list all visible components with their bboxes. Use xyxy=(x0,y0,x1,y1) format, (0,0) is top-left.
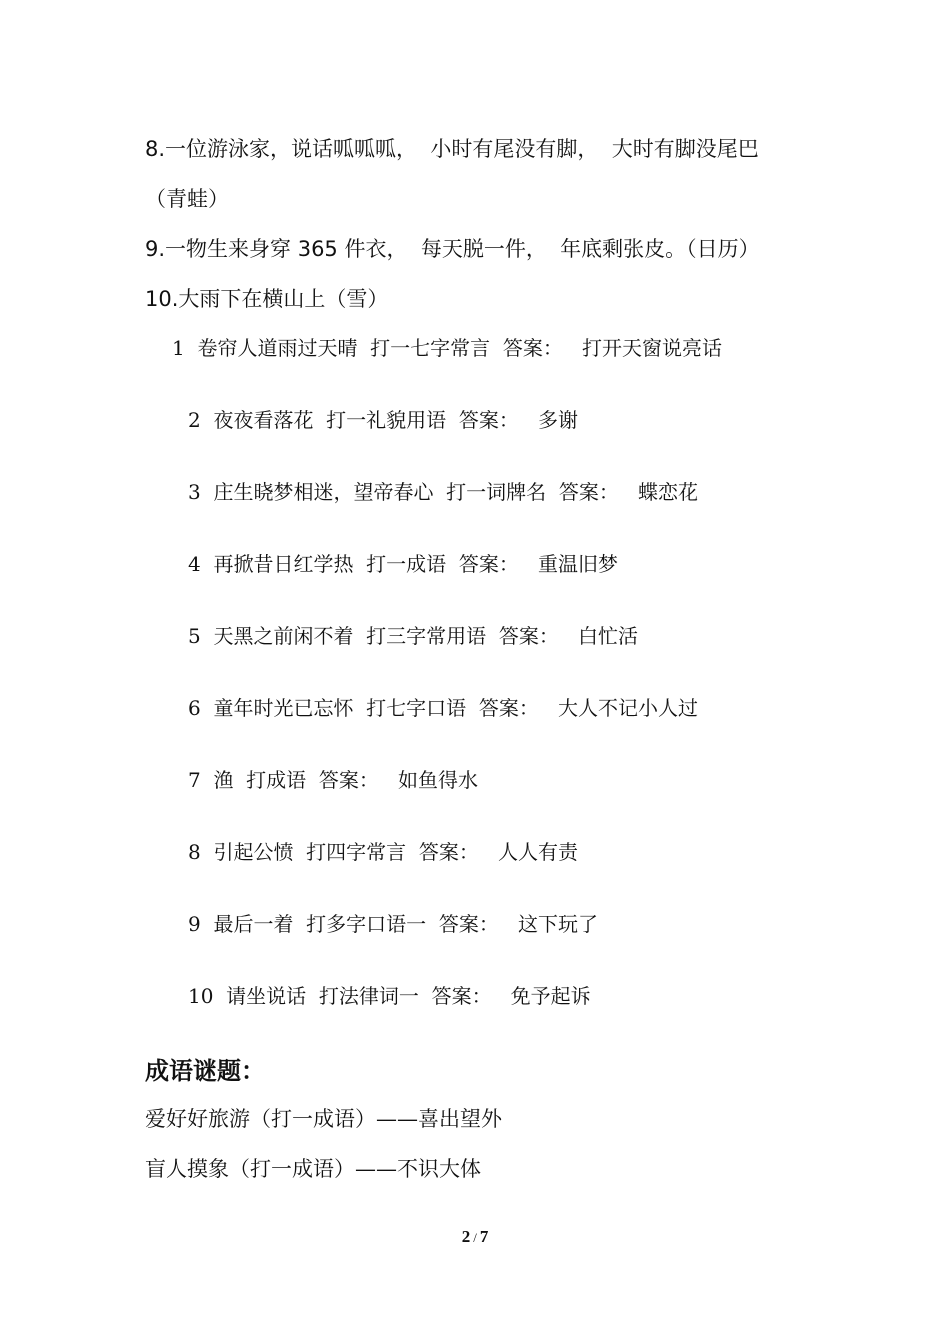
lantern-riddle-8: 8 引起公愤 打四字常言 答案： 人人有责 xyxy=(188,840,578,864)
total-page-count: 7 xyxy=(479,1227,489,1246)
page-number xyxy=(0,1224,950,1251)
lantern-riddle-1: 1 卷帘人道雨过天晴 打一七字常言 答案： 打开天窗说亮话 xyxy=(172,336,722,360)
lantern-riddle-6: 6 童年时光已忘怀 打七字口语 答案： 大人不记小人过 xyxy=(188,696,698,720)
idiom-riddle-2: 盲人摸象（打一成语）——不识大体 xyxy=(145,1157,481,1181)
lantern-riddle-5: 5 天黑之前闲不着 打三字常用语 答案： 白忙活 xyxy=(188,624,638,648)
idiom-section-heading: 成语谜题： xyxy=(145,1057,265,1085)
lantern-riddle-9: 9 最后一着 打多字口语一 答案： 这下玩了 xyxy=(188,912,598,936)
lantern-riddle-7: 7 渔 打成语 答案： 如鱼得水 xyxy=(188,768,478,792)
riddle-answer-8: （青蛙） xyxy=(145,187,229,211)
lantern-riddle-3: 3 庄生晓梦相迷，望帝春心 打一词牌名 答案： 蝶恋花 xyxy=(188,480,698,504)
lantern-riddle-2: 2 夜夜看落花 打一礼貌用语 答案： 多谢 xyxy=(188,408,578,432)
riddle-line-8: 8.一位游泳家，说话呱呱呱， 小时有尾没有脚， 大时有脚没尾巴 xyxy=(145,137,759,161)
lantern-riddle-10: 10 请坐说话 打法律词一 答案： 免予起诉 xyxy=(188,984,591,1008)
riddle-line-10: 10.大雨下在横山上（雪） xyxy=(145,287,389,311)
current-page-number: 2 xyxy=(461,1227,471,1246)
lantern-riddle-4: 4 再掀昔日红学热 打一成语 答案： 重温旧梦 xyxy=(188,552,618,576)
page-separator: / xyxy=(473,1230,477,1245)
idiom-riddle-1: 爱好好旅游（打一成语）——喜出望外 xyxy=(145,1107,502,1131)
riddle-line-9: 9.一物生来身穿 365 件衣， 每天脱一件， 年底剩张皮。（日历） xyxy=(145,237,760,261)
